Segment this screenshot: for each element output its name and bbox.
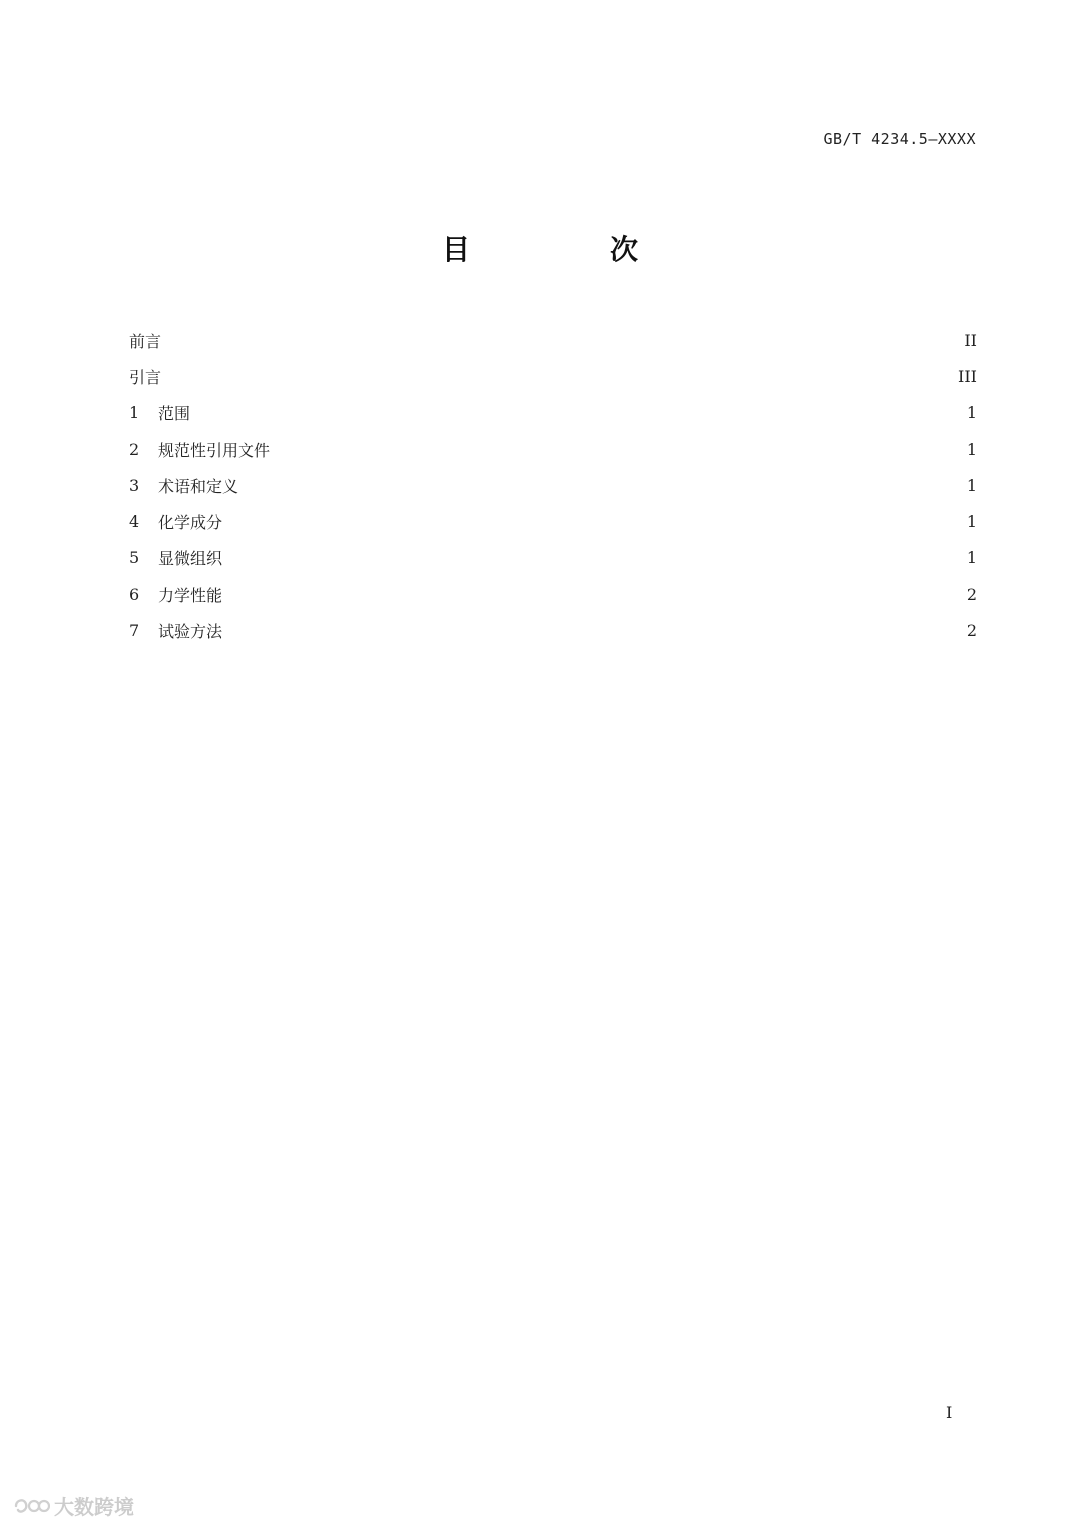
toc-dot-leader: [228, 550, 961, 566]
toc-entry-mechanical-properties[interactable]: [129, 576, 977, 612]
toc-entry-number: 7: [129, 621, 140, 641]
toc-entry-label: 引言: [129, 367, 162, 387]
toc-entry-label: 试验方法: [158, 622, 223, 642]
toc-entry-number: 2: [129, 439, 140, 459]
toc-entry-page: III: [958, 366, 977, 386]
toc-entry-page: 1: [966, 512, 977, 532]
toc-entry-number: 5: [129, 548, 140, 568]
toc-dot-leader: [196, 405, 961, 421]
toc-dot-leader: [244, 477, 961, 493]
toc-dot-leader: [228, 586, 961, 602]
toc-entry-label: 规范性引用文件: [158, 440, 271, 460]
toc-entry-page: 2: [966, 584, 977, 604]
toc-entry-label: 化学成分: [158, 513, 223, 533]
logo-icon: [10, 1494, 50, 1518]
toc-dot-leader: [167, 332, 958, 348]
toc-entry-page: 1: [966, 475, 977, 495]
toc-dot-leader: [228, 623, 961, 639]
toc-entry-label: 范围: [158, 404, 191, 424]
toc-entry-label: 术语和定义: [158, 476, 239, 496]
toc-entry-label: 力学性能: [158, 585, 223, 605]
toc-entry-page: 1: [966, 403, 977, 423]
toc-dot-leader: [228, 514, 961, 530]
toc-dot-leader: [276, 441, 961, 457]
toc-entry-page: II: [964, 330, 977, 350]
standard-code: GB/T 4234.5—XXXX: [823, 130, 976, 148]
toc-entry-foreword[interactable]: [129, 322, 977, 358]
toc-entry-microstructure[interactable]: [129, 540, 977, 576]
watermark: [10, 1491, 134, 1520]
toc-entry-page: 2: [966, 621, 977, 641]
toc-entry-page: 1: [966, 548, 977, 568]
toc-entry-label: 显微组织: [158, 549, 223, 569]
toc-entry-chemical-composition[interactable]: [129, 503, 977, 539]
page-title: 目 次: [441, 233, 694, 266]
toc-entry-number: 4: [129, 512, 140, 532]
watermark-text: 大数跨境: [54, 1495, 134, 1519]
toc-entry-normative-references[interactable]: [129, 431, 977, 467]
table-of-contents: [129, 322, 977, 649]
toc-entry-number: 3: [129, 475, 140, 495]
toc-entry-number: 6: [129, 584, 140, 604]
page-number: I: [946, 1403, 953, 1422]
toc-entry-scope[interactable]: [129, 395, 977, 431]
toc-entry-test-methods[interactable]: [129, 612, 977, 648]
toc-entry-number: 1: [129, 403, 140, 423]
toc-entry-introduction[interactable]: [129, 358, 977, 394]
toc-entry-page: 1: [966, 439, 977, 459]
toc-entry-label: 前言: [129, 331, 162, 351]
toc-entry-terms-definitions[interactable]: [129, 467, 977, 503]
toc-dot-leader: [167, 368, 952, 384]
